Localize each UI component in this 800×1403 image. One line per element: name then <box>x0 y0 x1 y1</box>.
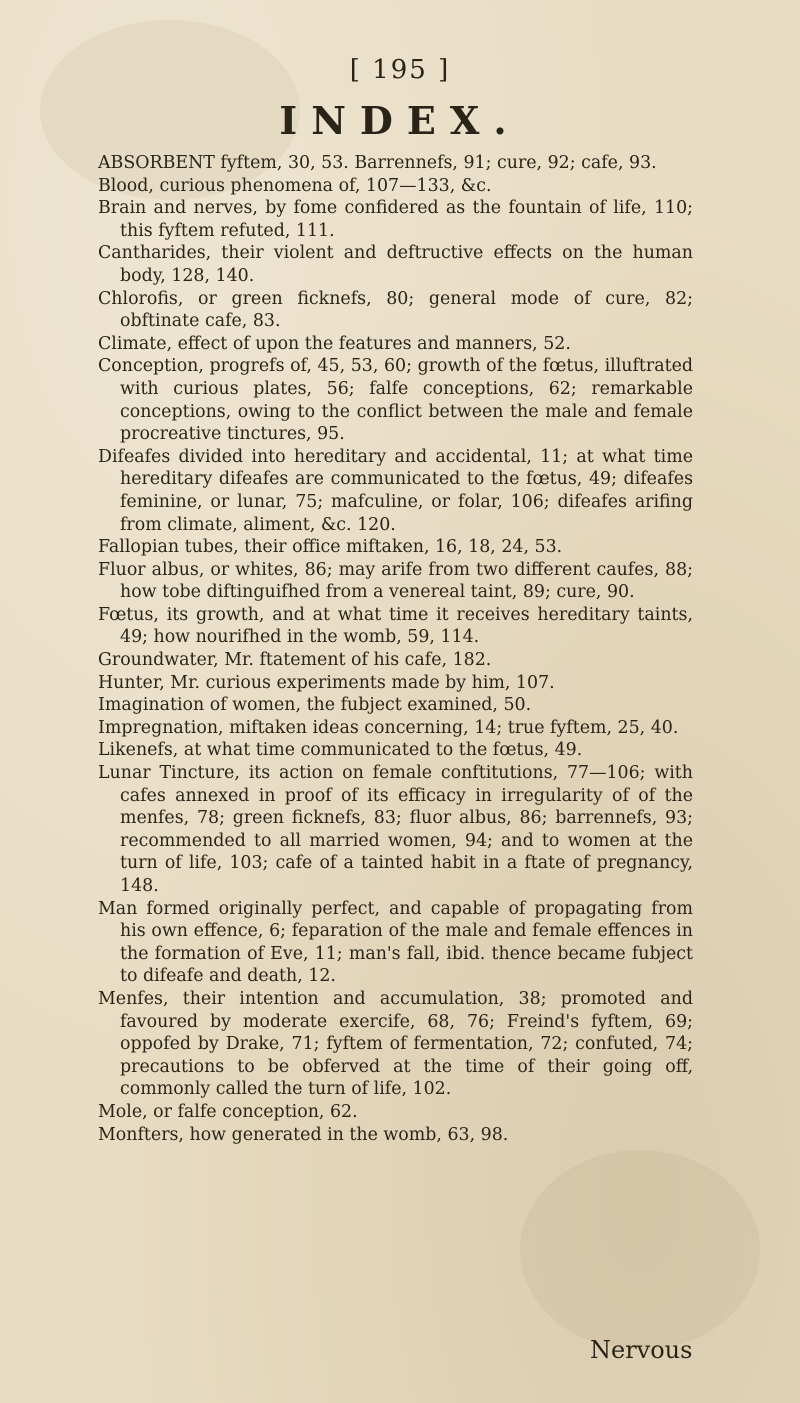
catchword: Nervous <box>590 1336 693 1364</box>
index-entry: Chlorofis, or green ficknefs, 80; general mode of cure, 82; obftinate cafe, 83. <box>98 288 693 332</box>
index-entry: Mole, or falfe conception, 62. <box>98 1101 358 1122</box>
index-entry: Cantharides, their violent and deftructive effects on the human body, 128, 140. <box>98 243 693 286</box>
index-entry: Lunar Tincture, its action on female conftitutions, 77—106; with cafes annexed in proof of its efficacy in irregularity of of the menfes, 78; green ficknefs, 83; fluor albus, 86; barrennefs, 93; recommended to all married women, 94; and to women at the turn of life, 103; cafe of a tainted habit in a ftate of pregnancy, 148. <box>98 763 693 896</box>
index-entry: Brain and nerves, by fome confidered as the fountain of life, 110; this fyftem refuted, 111. <box>98 198 693 241</box>
index-entry: Menfes, their intention and accumulation, 38; promoted and favoured by moderate exercife, 68, 76; Freind's fyftem, 69; oppofed by Drake, 71; fyftem of fermentation, 72; confuted, 74; precautions to be obferved at the time of their going off, commonly called the turn of life, 102. <box>98 988 693 1100</box>
index-entry: Man formed originally perfect, and capable of propagating from his own effence, 6; feparation of the male and female effences in the formation of Eve, 11; man's fall, ibid. thence became fubject to difeafe and death, 12. <box>98 898 693 987</box>
index-entry: Conception, progrefs of, 45, 53, 60; growth of the fœtus, illuftrated with curious plates, 56; falfe conceptions, 62; remarkable conceptions, owing to the conflict between the male and female procreative tinctures, 95. <box>98 356 693 445</box>
paper-stain <box>520 1150 760 1350</box>
index-entry: Difeafes divided into hereditary and accidental, 11; at what time hereditary difeafes are communicated to the fœtus, 49; difeafes feminine, or lunar, 75; mafculine, or folar, 106; difeafes arifing from climate, aliment, &c. 120. <box>98 446 693 535</box>
index-entry: Hunter, Mr. curious experiments made by him, 107. <box>98 672 555 693</box>
index-entry: Blood, curious phenomena of, 107—133, &c. <box>98 175 492 196</box>
index-entries <box>98 152 693 1146</box>
index-entry: Groundwater, Mr. ftatement of his cafe, 182. <box>98 650 492 671</box>
index-entry: Fallopian tubes, their office miftaken, 16, 18, 24, 53. <box>98 537 563 558</box>
index-entry: ABSORBENT fyftem, 30, 53. Barrennefs, 91; cure, 92; cafe, 93. <box>98 153 657 173</box>
index-entry: Monfters, how generated in the womb, 63, 98. <box>98 1124 509 1145</box>
index-entry: Climate, effect of upon the features and manners, 52. <box>98 333 571 354</box>
index-heading: INDEX. <box>279 98 521 143</box>
index-entry: Impregnation, miftaken ideas concerning, 14; true fyftem, 25, 40. <box>98 717 679 738</box>
index-entry: Fœtus, its growth, and at what time it receives hereditary taints, 49; how nourifhed in the womb, 59, 114. <box>98 604 693 648</box>
index-entry: Fluor albus, or whites, 86; may arife from two different caufes, 88; how tobe diftinguifhed from a venereal taint, 89; cure, 90. <box>98 559 693 603</box>
index-entry: Likenefs, at what time communicated to the fœtus, 49. <box>98 740 583 761</box>
page-number: [ 195 ] <box>349 55 451 85</box>
index-entry: Imagination of women, the fubject examined, 50. <box>98 695 532 716</box>
